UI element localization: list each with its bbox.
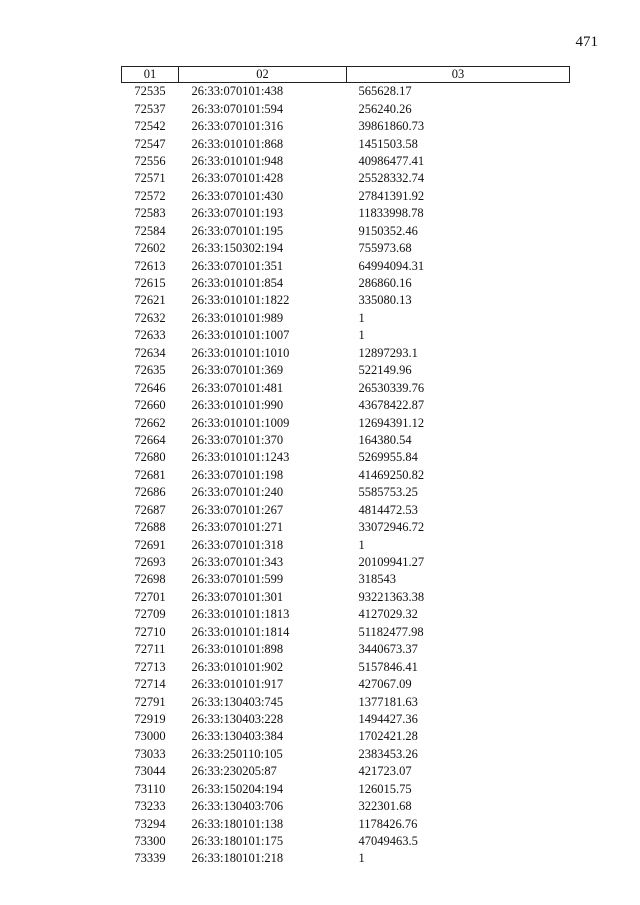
table-row <box>122 449 570 466</box>
value-cell: 318543 <box>358 572 396 587</box>
value-cell: 5585753.25 <box>358 485 418 500</box>
table-row <box>122 100 570 117</box>
record-number-cell: 72537 <box>134 101 166 116</box>
value-cell: 33072946.72 <box>358 520 425 535</box>
cadastral-number-cell: 26:33:010101:854 <box>191 276 284 291</box>
record-number-cell: 72711 <box>134 642 166 657</box>
record-number-cell: 72688 <box>134 520 166 535</box>
record-number-cell: 73000 <box>134 729 166 744</box>
table-row <box>122 379 570 396</box>
table-row <box>122 815 570 832</box>
cadastral-number-cell: 26:33:010101:990 <box>191 398 284 413</box>
record-number-cell: 72572 <box>134 188 166 203</box>
cadastral-number-cell: 26:33:070101:481 <box>191 380 284 395</box>
table-row <box>122 188 570 205</box>
value-cell: 3440673.37 <box>358 642 418 657</box>
table-row <box>122 327 570 344</box>
value-cell: 755973.68 <box>358 241 412 256</box>
cadastral-number-cell: 26:33:130403:706 <box>191 799 284 814</box>
cadastral-number-cell: 26:33:150302:194 <box>191 241 284 256</box>
table-row <box>122 467 570 484</box>
value-cell: 1 <box>358 328 365 343</box>
value-cell: 4127029.32 <box>358 607 418 622</box>
record-number-cell: 73044 <box>134 764 166 779</box>
page-number: 471 <box>575 34 598 50</box>
record-number-cell: 72686 <box>134 485 166 500</box>
cadastral-number-cell: 26:33:070101:318 <box>191 537 284 552</box>
record-number-cell: 73300 <box>134 834 166 849</box>
table-row <box>122 781 570 798</box>
table-row <box>122 624 570 641</box>
cadastral-number-cell: 26:33:070101:193 <box>191 206 284 221</box>
column-header-01: 01 <box>122 67 179 83</box>
value-cell: 5269955.84 <box>358 450 418 465</box>
table-row <box>122 292 570 309</box>
table-row <box>122 554 570 571</box>
cadastral-number-cell: 26:33:010101:1814 <box>191 624 290 639</box>
record-number-cell: 72681 <box>134 467 166 482</box>
cadastral-number-cell: 26:33:070101:599 <box>191 572 284 587</box>
value-cell: 1702421.28 <box>358 729 418 744</box>
value-cell: 47049463.5 <box>358 834 418 849</box>
record-number-cell: 72664 <box>134 432 166 447</box>
cadastral-number-cell: 26:33:070101:198 <box>191 467 284 482</box>
value-cell: 27841391.92 <box>358 188 425 203</box>
record-number-cell: 72535 <box>134 84 166 99</box>
record-number-cell: 72709 <box>134 607 166 622</box>
record-number-cell: 72691 <box>134 537 166 552</box>
value-cell: 20109941.27 <box>358 555 425 570</box>
record-number-cell: 72635 <box>134 363 166 378</box>
value-cell: 25528332.74 <box>358 171 425 186</box>
record-number-cell: 72583 <box>134 206 166 221</box>
cadastral-number-cell: 26:33:130403:384 <box>191 729 284 744</box>
cadastral-number-cell: 26:33:010101:898 <box>191 642 284 657</box>
value-cell: 421723.07 <box>358 764 412 779</box>
record-number-cell: 72584 <box>134 223 166 238</box>
value-cell: 1178426.76 <box>358 816 418 831</box>
table-row <box>122 275 570 292</box>
value-cell: 1 <box>358 310 365 325</box>
record-number-cell: 72633 <box>134 328 166 343</box>
cadastral-number-cell: 26:33:150204:194 <box>191 781 284 796</box>
value-cell: 11833998.78 <box>358 206 424 221</box>
value-cell: 522149.96 <box>358 363 412 378</box>
table-row <box>122 850 570 867</box>
cadastral-number-cell: 26:33:180101:138 <box>191 816 284 831</box>
value-cell: 286860.16 <box>358 276 412 291</box>
value-cell: 126015.75 <box>358 781 412 796</box>
record-number-cell: 72710 <box>134 624 166 639</box>
table-row <box>122 484 570 501</box>
cadastral-number-cell: 26:33:070101:351 <box>191 258 284 273</box>
record-number-cell: 72714 <box>134 677 166 692</box>
record-number-cell: 73339 <box>134 851 166 866</box>
value-cell: 256240.26 <box>358 101 412 116</box>
cadastral-number-cell: 26:33:180101:218 <box>191 851 284 866</box>
value-cell: 39861860.73 <box>358 119 425 134</box>
value-cell: 9150352.46 <box>358 223 418 238</box>
cadastral-number-cell: 26:33:130403:745 <box>191 694 284 709</box>
record-number-cell: 72680 <box>134 450 166 465</box>
record-number-cell: 72556 <box>134 153 166 168</box>
column-header-02: 02 <box>179 67 347 83</box>
value-cell: 1 <box>358 537 365 552</box>
value-cell: 565628.17 <box>358 84 412 99</box>
cadastral-number-cell: 26:33:070101:370 <box>191 432 284 447</box>
record-number-cell: 72632 <box>134 310 166 325</box>
record-number-cell: 72713 <box>134 659 166 674</box>
table-row <box>122 641 570 658</box>
table-row <box>122 519 570 536</box>
cadastral-number-cell: 26:33:070101:594 <box>191 101 284 116</box>
record-number-cell: 72701 <box>134 589 166 604</box>
table-row <box>122 728 570 745</box>
cadastral-number-cell: 26:33:070101:343 <box>191 555 284 570</box>
record-number-cell: 72791 <box>134 694 166 709</box>
cadastral-number-cell: 26:33:230205:87 <box>191 764 277 779</box>
record-number-cell: 72698 <box>134 572 166 587</box>
value-cell: 335080.13 <box>358 293 412 308</box>
table-row <box>122 257 570 274</box>
record-number-cell: 72547 <box>134 136 166 151</box>
record-number-cell: 73110 <box>134 781 166 796</box>
table-row <box>122 606 570 623</box>
value-cell: 164380.54 <box>358 432 412 447</box>
table-header-row <box>122 67 570 83</box>
value-cell: 2383453.26 <box>358 746 418 761</box>
cadastral-number-cell: 26:33:070101:271 <box>191 520 284 535</box>
cadastral-number-cell: 26:33:010101:948 <box>191 153 284 168</box>
record-number-cell: 72613 <box>134 258 166 273</box>
table-row <box>122 414 570 431</box>
table-row <box>122 362 570 379</box>
record-number-cell: 72693 <box>134 555 166 570</box>
cadastral-number-cell: 26:33:010101:1010 <box>191 345 290 360</box>
cadastral-number-cell: 26:33:010101:1009 <box>191 415 290 430</box>
table-row <box>122 135 570 152</box>
value-cell: 427067.09 <box>358 677 412 692</box>
record-number-cell: 73294 <box>134 816 166 831</box>
table-row <box>122 205 570 222</box>
cadastral-number-cell: 26:33:010101:1813 <box>191 607 290 622</box>
table-row <box>122 502 570 519</box>
cadastral-number-cell: 26:33:010101:1822 <box>191 293 290 308</box>
cadastral-number-cell: 26:33:010101:868 <box>191 136 284 151</box>
table-row <box>122 345 570 362</box>
cadastral-number-cell: 26:33:010101:902 <box>191 659 284 674</box>
cadastral-number-cell: 26:33:070101:438 <box>191 84 284 99</box>
record-number-cell: 72919 <box>134 711 166 726</box>
value-cell: 1 <box>358 851 365 866</box>
record-number-cell: 72542 <box>134 119 166 134</box>
cadastral-number-cell: 26:33:010101:917 <box>191 677 284 692</box>
table-row <box>122 536 570 553</box>
record-number-cell: 72571 <box>134 171 166 186</box>
value-cell: 5157846.41 <box>358 659 418 674</box>
cadastral-number-cell: 26:33:130403:228 <box>191 711 284 726</box>
table-row <box>122 83 570 101</box>
cadastral-number-cell: 26:33:070101:240 <box>191 485 284 500</box>
table-row <box>122 676 570 693</box>
cadastral-number-cell: 26:33:070101:369 <box>191 363 284 378</box>
record-number-cell: 73233 <box>134 799 166 814</box>
value-cell: 1377181.63 <box>358 694 418 709</box>
value-cell: 51182477.98 <box>358 624 424 639</box>
cadastral-number-cell: 26:33:010101:1243 <box>191 450 290 465</box>
table-row <box>122 240 570 257</box>
value-cell: 64994094.31 <box>358 258 425 273</box>
table-body <box>122 83 570 868</box>
table-row <box>122 711 570 728</box>
record-number-cell: 72660 <box>134 398 166 413</box>
value-cell: 40986477.41 <box>358 153 425 168</box>
value-cell: 12694391.12 <box>358 415 425 430</box>
table-row <box>122 170 570 187</box>
table-row <box>122 432 570 449</box>
table-row <box>122 658 570 675</box>
table-row <box>122 397 570 414</box>
table-row <box>122 310 570 327</box>
table-row <box>122 833 570 850</box>
table-row <box>122 571 570 588</box>
cadastral-number-cell: 26:33:070101:195 <box>191 223 284 238</box>
table-row <box>122 746 570 763</box>
cadastral-number-cell: 26:33:070101:316 <box>191 119 284 134</box>
table-row <box>122 798 570 815</box>
table-row <box>122 223 570 240</box>
table-row <box>122 589 570 606</box>
record-number-cell: 72687 <box>134 502 166 517</box>
cadastral-number-cell: 26:33:070101:428 <box>191 171 284 186</box>
value-cell: 43678422.87 <box>358 398 425 413</box>
record-number-cell: 72621 <box>134 293 166 308</box>
cadastral-number-cell: 26:33:070101:267 <box>191 502 284 517</box>
value-cell: 1451503.58 <box>358 136 418 151</box>
table-row <box>122 118 570 135</box>
cadastral-number-cell: 26:33:010101:989 <box>191 310 284 325</box>
record-number-cell: 72602 <box>134 241 166 256</box>
cadastral-number-cell: 26:33:250110:105 <box>191 746 283 761</box>
table-row <box>122 153 570 170</box>
data-table <box>121 66 570 868</box>
record-number-cell: 73033 <box>134 746 166 761</box>
cadastral-number-cell: 26:33:010101:1007 <box>191 328 290 343</box>
value-cell: 322301.68 <box>358 799 412 814</box>
record-number-cell: 72662 <box>134 415 166 430</box>
cadastral-number-cell: 26:33:070101:301 <box>191 589 284 604</box>
record-number-cell: 72634 <box>134 345 166 360</box>
value-cell: 1494427.36 <box>358 711 418 726</box>
table-row <box>122 693 570 710</box>
value-cell: 4814472.53 <box>358 502 418 517</box>
value-cell: 93221363.38 <box>358 589 425 604</box>
value-cell: 26530339.76 <box>358 380 425 395</box>
record-number-cell: 72646 <box>134 380 166 395</box>
column-header-03: 03 <box>347 67 570 83</box>
cadastral-number-cell: 26:33:180101:175 <box>191 834 284 849</box>
cadastral-number-cell: 26:33:070101:430 <box>191 188 284 203</box>
value-cell: 12897293.1 <box>358 345 418 360</box>
record-number-cell: 72615 <box>134 276 166 291</box>
value-cell: 41469250.82 <box>358 467 425 482</box>
table-row <box>122 763 570 780</box>
